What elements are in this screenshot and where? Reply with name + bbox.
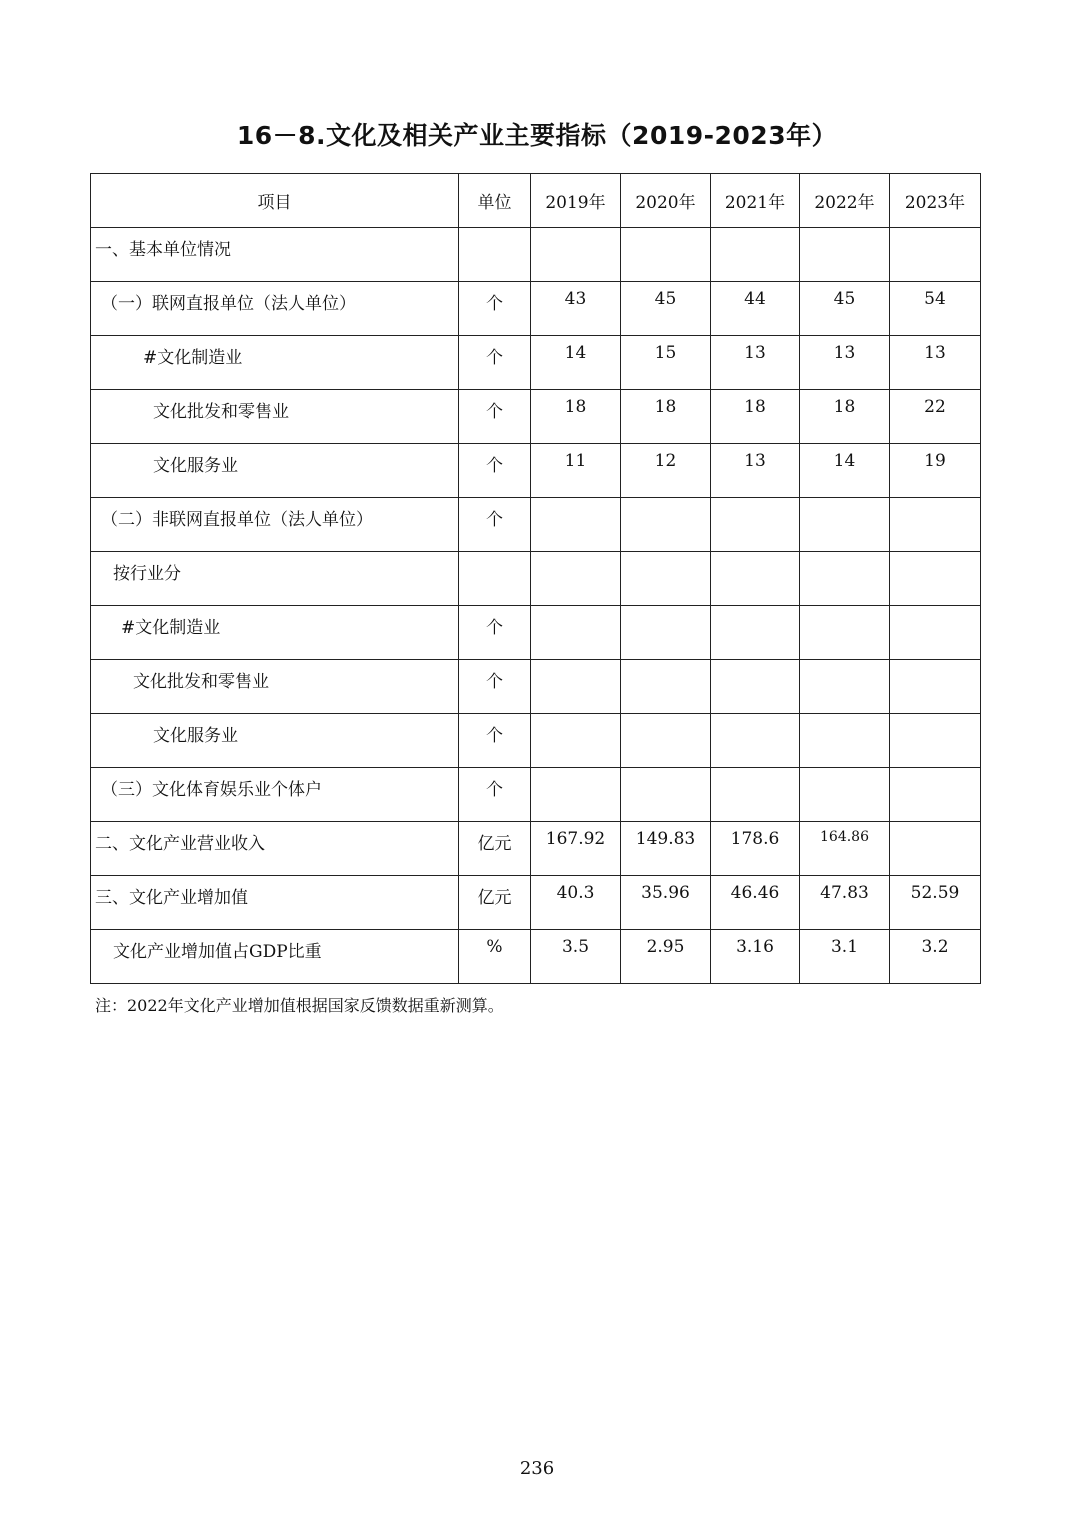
row-value	[531, 498, 621, 552]
row-unit: 个	[459, 336, 531, 390]
row-value	[890, 822, 981, 876]
footnote: 注：2022年文化产业增加值根据国家反馈数据重新测算。	[95, 996, 504, 1015]
table-row	[91, 714, 981, 768]
table-row	[91, 228, 981, 282]
row-value: 3.2	[890, 930, 981, 984]
row-value	[800, 768, 890, 822]
row-value	[621, 768, 711, 822]
row-value	[621, 714, 711, 768]
row-value: 2.95	[621, 930, 711, 984]
table-row	[91, 660, 981, 714]
header-unit: 单位	[459, 174, 531, 228]
row-value: 18	[621, 390, 711, 444]
row-value	[800, 660, 890, 714]
row-value	[621, 552, 711, 606]
row-value: 43	[531, 282, 621, 336]
row-value: 11	[531, 444, 621, 498]
row-value: 19	[890, 444, 981, 498]
row-value: 47.83	[800, 876, 890, 930]
row-value	[531, 552, 621, 606]
header-year: 2021年	[711, 174, 800, 228]
row-value	[711, 768, 800, 822]
row-item-label: #文化制造业	[91, 606, 459, 660]
row-value: 167.92	[531, 822, 621, 876]
row-unit: 亿元	[459, 822, 531, 876]
row-unit	[459, 228, 531, 282]
row-item-label: 一、基本单位情况	[91, 228, 459, 282]
table-row	[91, 930, 981, 984]
row-item-label: （三）文化体育娱乐业个体户	[91, 768, 459, 822]
row-value	[890, 228, 981, 282]
row-value: 12	[621, 444, 711, 498]
row-value	[711, 228, 800, 282]
row-value	[890, 714, 981, 768]
indicator-table	[90, 173, 981, 984]
row-value	[890, 768, 981, 822]
row-value: 13	[800, 336, 890, 390]
row-value	[711, 606, 800, 660]
row-value	[531, 228, 621, 282]
row-value	[621, 660, 711, 714]
row-value: 35.96	[621, 876, 711, 930]
table-row	[91, 444, 981, 498]
header-year: 2019年	[531, 174, 621, 228]
row-value: 13	[711, 336, 800, 390]
row-value: 14	[800, 444, 890, 498]
row-value	[621, 606, 711, 660]
row-value: 18	[531, 390, 621, 444]
row-value	[800, 552, 890, 606]
row-value	[531, 660, 621, 714]
header-item: 项目	[91, 174, 459, 228]
row-item-label: 文化服务业	[91, 444, 459, 498]
row-unit: 个	[459, 606, 531, 660]
row-unit: 亿元	[459, 876, 531, 930]
row-value: 3.5	[531, 930, 621, 984]
row-value: 149.83	[621, 822, 711, 876]
row-item-label: 文化服务业	[91, 714, 459, 768]
row-item-label: 文化批发和零售业	[91, 390, 459, 444]
row-value	[890, 498, 981, 552]
row-value: 54	[890, 282, 981, 336]
row-unit: 个	[459, 282, 531, 336]
row-value	[711, 660, 800, 714]
page-number: 236	[519, 1458, 555, 1479]
row-value	[711, 552, 800, 606]
table-header-row	[91, 174, 981, 228]
row-value	[711, 714, 800, 768]
table-row	[91, 822, 981, 876]
row-value: 18	[800, 390, 890, 444]
row-value: 52.59	[890, 876, 981, 930]
row-unit: %	[459, 930, 531, 984]
row-value: 13	[890, 336, 981, 390]
row-value	[800, 498, 890, 552]
row-unit: 个	[459, 390, 531, 444]
row-item-label: 文化批发和零售业	[91, 660, 459, 714]
row-value	[531, 768, 621, 822]
table-row	[91, 876, 981, 930]
row-unit: 个	[459, 714, 531, 768]
row-unit: 个	[459, 660, 531, 714]
row-value: 45	[621, 282, 711, 336]
table-row	[91, 768, 981, 822]
row-value: 40.3	[531, 876, 621, 930]
header-year: 2022年	[800, 174, 890, 228]
row-value	[621, 228, 711, 282]
row-value: 13	[711, 444, 800, 498]
row-value	[800, 714, 890, 768]
row-value	[621, 498, 711, 552]
row-value: 3.1	[800, 930, 890, 984]
row-unit: 个	[459, 498, 531, 552]
row-unit: 个	[459, 444, 531, 498]
row-value	[890, 552, 981, 606]
row-item-label: （二）非联网直报单位（法人单位）	[91, 498, 459, 552]
row-item-label: 三、文化产业增加值	[91, 876, 459, 930]
row-value: 164.86	[800, 822, 890, 876]
row-value	[800, 228, 890, 282]
row-value: 14	[531, 336, 621, 390]
row-value: 18	[711, 390, 800, 444]
header-year: 2020年	[621, 174, 711, 228]
header-year: 2023年	[890, 174, 981, 228]
row-item-label: （一）联网直报单位（法人单位）	[91, 282, 459, 336]
row-unit: 个	[459, 768, 531, 822]
row-item-label: 按行业分	[91, 552, 459, 606]
row-value: 44	[711, 282, 800, 336]
row-value	[531, 714, 621, 768]
row-item-label: #文化制造业	[91, 336, 459, 390]
row-value: 46.46	[711, 876, 800, 930]
row-value: 178.6	[711, 822, 800, 876]
table-row	[91, 498, 981, 552]
row-item-label: 二、文化产业营业收入	[91, 822, 459, 876]
row-unit	[459, 552, 531, 606]
row-value: 15	[621, 336, 711, 390]
row-item-label: 文化产业增加值占GDP比重	[91, 930, 459, 984]
table-row	[91, 282, 981, 336]
row-value	[890, 660, 981, 714]
row-value: 45	[800, 282, 890, 336]
row-value	[531, 606, 621, 660]
row-value	[711, 498, 800, 552]
page-title: 16－8.文化及相关产业主要指标（2019-2023年）	[236, 121, 838, 150]
table-row	[91, 606, 981, 660]
row-value	[890, 606, 981, 660]
table-row	[91, 336, 981, 390]
row-value: 3.16	[711, 930, 800, 984]
row-value	[800, 606, 890, 660]
table-row	[91, 390, 981, 444]
row-value: 22	[890, 390, 981, 444]
table-row	[91, 552, 981, 606]
